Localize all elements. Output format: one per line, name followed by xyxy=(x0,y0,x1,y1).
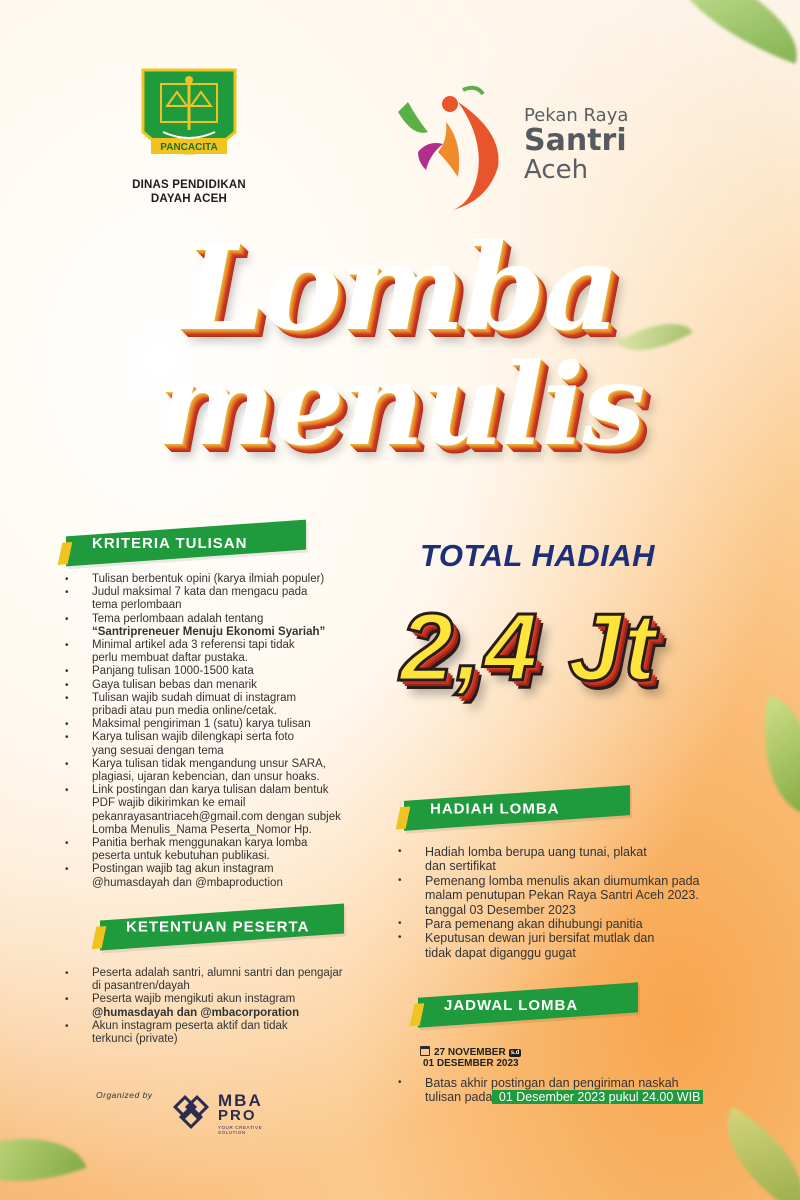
prsa-wordmark xyxy=(524,106,628,184)
list-item: • Maksimal pengiriman 1 (satu) karya tulisan xyxy=(65,718,395,731)
prsa-line1: Pekan Raya xyxy=(524,105,629,126)
total-prize-label: TOTAL HADIAH xyxy=(420,538,656,573)
participants-heading-text: KETENTUAN PESERTA xyxy=(126,918,310,936)
dinas-name xyxy=(130,178,248,206)
list-item: • Peserta adalah santri, alumni santri dan pengajar di pasantren/dayah xyxy=(65,967,395,993)
dinas-pendidikan-logo xyxy=(130,62,248,206)
list-item: • Gaya tulisan bebas dan menarik xyxy=(65,679,395,692)
list-item: • Karya tulisan tidak mengandung unsur SARA, plagiasi, ujaran kebencian, dan unsur hoaks. xyxy=(65,758,395,784)
list-item: • Akun instagram peserta aktif dan tidak terkunci (private) xyxy=(65,1020,395,1046)
pancacita-emblem-icon xyxy=(133,62,245,174)
leaf-decoration xyxy=(654,0,800,64)
title-lomba: Lomba xyxy=(182,218,618,357)
mba-line2: PRO xyxy=(218,1107,257,1124)
schedule-dates xyxy=(420,1046,521,1069)
dinas-name-line1: DINAS PENDIDIKAN xyxy=(132,179,246,191)
list-item: • Hadiah lomba berupa uang tunai, plakat dan sertifikat xyxy=(398,845,768,874)
list-item: • Postingan wajib tag akun instagram @humasdayah dan @mbaproduction xyxy=(65,863,395,889)
total-prize-amount: 2,4 Jt xyxy=(400,594,658,701)
list-item: • Tulisan wajib sudah dimuat di instagram pribadi atau pun media online/cetak. xyxy=(65,692,395,718)
santri-figure-icon xyxy=(388,82,528,212)
organized-by-label: Organized by xyxy=(96,1090,153,1100)
schedule-list xyxy=(398,1076,778,1105)
criteria-list xyxy=(65,573,395,890)
pekan-raya-santri-aceh-logo xyxy=(388,82,658,212)
prsa-line3: Aceh xyxy=(524,155,589,185)
prizes-list xyxy=(398,845,768,960)
list-item: • Karya tulisan wajib dilengkapi serta foto yang sesuai dengan tema xyxy=(65,731,395,757)
emblem-badge-text: PANCACITA xyxy=(160,142,218,153)
sd-badge: s.d xyxy=(510,1050,520,1056)
mba-pro-logo xyxy=(168,1090,298,1140)
criteria-heading xyxy=(66,520,306,567)
list-item: • Judul maksimal 7 kata dan mengacu pada tema perlombaan xyxy=(65,586,395,612)
theme-text: “Santripreneuer Menuju Ekonomi Syariah” xyxy=(92,625,326,638)
schedule-start: 27 NOVEMBER xyxy=(434,1047,506,1058)
list-item: • Batas akhir postingan dan pengiriman naskah tulisan pada 01 Desember 2023 pukul 24.00 WIB xyxy=(398,1076,778,1105)
participants-heading xyxy=(100,903,344,950)
mba-line1: MBA xyxy=(218,1091,263,1110)
list-item: • Tulisan berbentuk opini (karya ilmiah populer) xyxy=(65,573,395,586)
schedule-heading-text: JADWAL LOMBA xyxy=(444,997,579,1015)
title-menulis: menulis xyxy=(156,340,644,471)
deadline-highlight: 01 Desember 2023 pukul 24.00 WIB xyxy=(492,1090,703,1104)
prsa-line2: Santri xyxy=(524,123,627,158)
prizes-heading-text: HADIAH LOMBA xyxy=(430,800,560,818)
criteria-heading-text: KRITERIA TULISAN xyxy=(92,535,248,553)
prizes-heading xyxy=(404,785,630,831)
leaf-decoration xyxy=(702,1107,800,1200)
leaf-decoration xyxy=(749,696,800,815)
mba-tagline: YOUR CREATIVE SOLUTION xyxy=(218,1125,263,1135)
dinas-name-line2: DAYAH ACEH xyxy=(150,193,228,205)
list-item: • Link postingan dan karya tulisan dalam bentuk PDF wajib dikirimkan ke email pekanrayasantriaceh@gmail.com dengan subjek Lomba Menulis_Nama Peserta_Nomor Hp. xyxy=(65,784,395,837)
list-item: • Peserta wajib mengikuti akun instagram @humasdayah dan @mbacorporation xyxy=(65,993,395,1019)
list-item: • Keputusan dewan juri bersifat mutlak dan tidak dapat diganggu gugat xyxy=(398,931,768,960)
list-item: • Pemenang lomba menulis akan diumumkan pada malam penutupan Pekan Raya Santri Aceh 2023. tanggal 03 Desember 2023 xyxy=(398,874,768,917)
list-item: • Tema perlombaan adalah tentang “Santripreneuer Menuju Ekonomi Syariah” xyxy=(65,613,395,639)
participants-list xyxy=(65,967,395,1046)
list-item: • Minimal artikel ada 3 referensi tapi tidak perlu membuat daftar pustaka. xyxy=(65,639,395,665)
list-item: • Para pemenang akan dihubungi panitia xyxy=(398,917,768,931)
list-item: • Panitia berhak menggunakan karya lomba peserta untuk kebutuhan publikasi. xyxy=(65,837,395,863)
mba-diamond-icon xyxy=(168,1090,214,1136)
schedule-end: 01 DESEMBER 2023 xyxy=(423,1058,519,1069)
schedule-heading xyxy=(418,982,638,1027)
accounts-text: @humasdayah dan @mbacorporation xyxy=(92,1006,300,1019)
calendar-icon xyxy=(420,1046,430,1056)
list-item: • Panjang tulisan 1000-1500 kata xyxy=(65,665,395,678)
leaf-decoration xyxy=(0,1111,87,1200)
